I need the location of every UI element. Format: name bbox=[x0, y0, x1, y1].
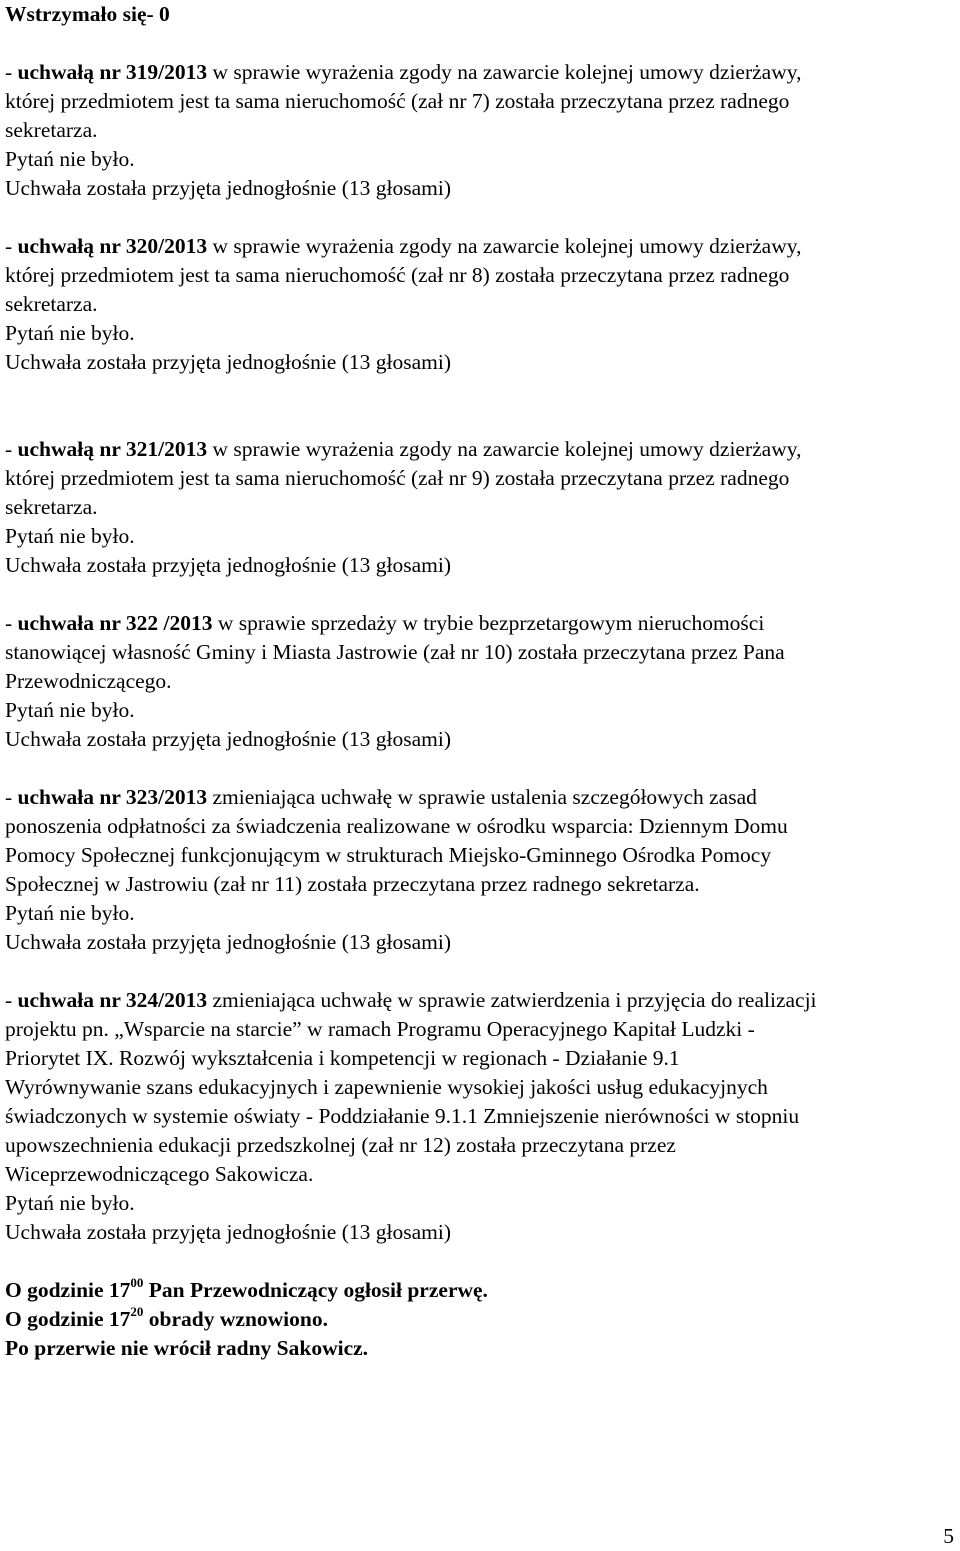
resolution-324-line-4: Wyrównywanie szans edukacyjnych i zapewnienie wysokiej jakości usług edukacyjnych bbox=[5, 1075, 768, 1099]
questions-note: Pytań nie było. bbox=[5, 524, 135, 548]
vote-result: Uchwała została przyjęta jednogłośnie (13 głosami) bbox=[5, 1220, 451, 1244]
resolution-321-line-2: której przedmiotem jest ta sama nieruchomość (zał nr 9) została przeczytana przez radnego bbox=[5, 466, 790, 490]
resolution-319-line-2: której przedmiotem jest ta sama nieruchomość (zał nr 7) została przeczytana przez radnego bbox=[5, 89, 790, 113]
questions-note: Pytań nie było. bbox=[5, 321, 135, 345]
resolution-324-line-5: świadczonych w systemie oświaty - Poddziałanie 9.1.1 Zmniejszenie nierówności w stopniu bbox=[5, 1104, 800, 1128]
resolution-324-line-7: Wiceprzewodniczącego Sakowicza. bbox=[5, 1162, 314, 1186]
page-number: 5 bbox=[943, 1524, 954, 1548]
resolution-320-line-3: sekretarza. bbox=[5, 292, 98, 316]
vote-result: Uchwała została przyjęta jednogłośnie (13 głosami) bbox=[5, 350, 451, 374]
session-resumed: O godzinie $17^{20}$ obrady wznowiono. bbox=[5, 1303, 328, 1331]
resolution-322-line-2: stanowiącej własność Gminy i Miasta Jastrowie (zał nr 10) została przeczytana przez Pana bbox=[5, 640, 785, 664]
questions-note: Pytań nie było. bbox=[5, 901, 135, 925]
resolution-321-line-1: - uchwałą nr 321/2013 w sprawie wyrażenia zgody na zawarcie kolejnej umowy dzierżawy, bbox=[5, 437, 802, 461]
resolution-323-line-4: Społecznej w Jastrowiu (zał nr 11) została przeczytana przez radnego sekretarza. bbox=[5, 872, 700, 896]
vote-result: Uchwała została przyjęta jednogłośnie (13 głosami) bbox=[5, 553, 451, 577]
resolution-323-line-3: Pomocy Społecznej funkcjonującym w strukturach Miejsko-Gminnego Ośrodka Pomocy bbox=[5, 843, 772, 867]
resolution-number: uchwałą nr 320/2013 bbox=[17, 234, 208, 258]
resolution-number: uchwała nr 322 /2013 bbox=[17, 611, 213, 635]
votes-abstained-line: Wstrzymało się- 0 bbox=[5, 2, 170, 26]
resolution-number: uchwała nr 324/2013 bbox=[17, 988, 208, 1012]
break-announcement: O godzinie $17^{00}$ Pan Przewodniczący ogłosił przerwę. bbox=[5, 1274, 488, 1302]
resolution-323-line-1: - uchwała nr 323/2013 zmieniająca uchwałę w sprawie ustalenia szczegółowych zasad bbox=[5, 785, 757, 809]
vote-result: Uchwała została przyjęta jednogłośnie (13 głosami) bbox=[5, 930, 451, 954]
resolution-324-line-6: upowszechnienia edukacji przedszkolnej (zał nr 12) została przeczytana przez bbox=[5, 1133, 676, 1157]
resolution-number: uchwałą nr 319/2013 bbox=[17, 60, 208, 84]
questions-note: Pytań nie było. bbox=[5, 147, 135, 171]
resolution-number: uchwała nr 323/2013 bbox=[17, 785, 208, 809]
absence-note: Po przerwie nie wrócił radny Sakowicz. bbox=[5, 1336, 369, 1360]
resolution-323-line-2: ponoszenia odpłatności za świadczenia realizowane w ośrodku wsparcia: Dziennym Domu bbox=[5, 814, 788, 838]
resolution-319-line-3: sekretarza. bbox=[5, 118, 98, 142]
resolution-322-line-1: - uchwała nr 322 /2013 w sprawie sprzedaży w trybie bezprzetargowym nieruchomości bbox=[5, 611, 765, 635]
resolution-324-line-1: - uchwała nr 324/2013 zmieniająca uchwałę w sprawie zatwierdzenia i przyjęcia do realizacji bbox=[5, 988, 817, 1012]
resolution-324-line-2: projektu pn. „Wsparcie na starcie” w ramach Programu Operacyjnego Kapitał Ludzki - bbox=[5, 1017, 755, 1041]
questions-note: Pytań nie było. bbox=[5, 698, 135, 722]
vote-result: Uchwała została przyjęta jednogłośnie (13 głosami) bbox=[5, 727, 451, 751]
resolution-319-line-1: - uchwałą nr 319/2013 w sprawie wyrażenia zgody na zawarcie kolejnej umowy dzierżawy, bbox=[5, 60, 802, 84]
resolution-320-line-2: której przedmiotem jest ta sama nieruchomość (zał nr 8) została przeczytana przez radnego bbox=[5, 263, 790, 287]
questions-note: Pytań nie było. bbox=[5, 1191, 135, 1215]
resolution-number: uchwałą nr 321/2013 bbox=[17, 437, 208, 461]
resolution-322-line-3: Przewodniczącego. bbox=[5, 669, 172, 693]
resolution-324-line-3: Priorytet IX. Rozwój wykształcenia i kompetencji w regionach - Działanie 9.1 bbox=[5, 1046, 680, 1070]
resolution-320-line-1: - uchwałą nr 320/2013 w sprawie wyrażenia zgody na zawarcie kolejnej umowy dzierżawy, bbox=[5, 234, 802, 258]
vote-result: Uchwała została przyjęta jednogłośnie (13 głosami) bbox=[5, 176, 451, 200]
resolution-321-line-3: sekretarza. bbox=[5, 495, 98, 519]
